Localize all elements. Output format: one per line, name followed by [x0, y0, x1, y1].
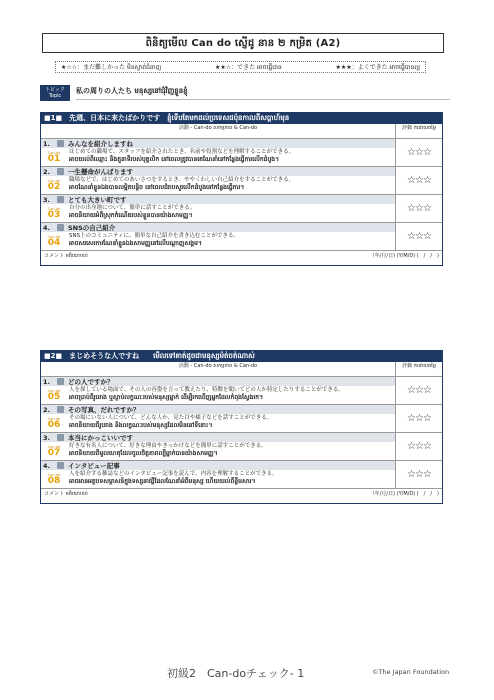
can-do-badge: Can-do 07 — [47, 444, 61, 458]
rating-stars[interactable]: ☆☆☆ — [407, 175, 431, 186]
item-description-jp: 好きな有名人について、好きな理由やきっかけなどを簡単に話すことができる。 — [69, 443, 267, 449]
item-title: インタビュー記事 — [68, 462, 120, 470]
footer-title: 初級2 Can-doチェック- 1 — [167, 667, 305, 680]
item-description-jp: その場にいない人について、どんな人か、見た目や様子などを話すことができる。 — [69, 415, 273, 421]
cando-item-03: 3. とても大きい町です Can-do 03 自分の出身地について、簡単に話すことができる。 អាចនិយាយអំពីស្រុកកំណើតរបស់ខ្លួនបានយ៉ាងសាមញ្ញ។ ☆☆☆ — [41, 195, 442, 223]
item-description-jp: 人を紹介する雑誌などのインタビュー記事を読んで、内容を理解することができる。 — [69, 471, 278, 477]
topic-row — [40, 85, 450, 101]
rating-stars[interactable]: ☆☆☆ — [407, 231, 431, 242]
can-do-badge: Can-do 04 — [47, 234, 61, 248]
section-1-header: ■1■ 先週、日本に来たばかりです ខ្ញុំទើបតែមកដល់ប្រទេសជប៉ុនកាលពីសប្តាហ៍មុន — [40, 112, 443, 124]
comment-label: コメント មតិយោបល់ — [44, 253, 88, 259]
comment-row[interactable] — [41, 251, 442, 265]
item-description-km: អាចនិយាយពីរូបរាង និងលក្ខណៈរបស់មនុស្សដែលមិននៅទីនោះ។ — [69, 422, 213, 429]
item-description-jp: 人を探している場面で、その人の容姿を言って教えたり、特徴を聞いてどの人か特定したりすることができる。 — [69, 387, 344, 393]
item-description-km: អាចនិយាយអំពីស្រុកកំណើតរបស់ខ្លួនបានយ៉ាងសាមញ្ញ។ — [69, 212, 193, 219]
computer-icon — [57, 224, 64, 231]
rating-legend — [55, 61, 426, 73]
legend-one-star: ★☆☆：まだ難しかった មិនស្ទាត់ជំនាញ — [61, 64, 162, 71]
item-title: SNSの自己紹介 — [68, 224, 116, 232]
rating-stars[interactable]: ☆☆☆ — [407, 385, 431, 396]
item-description-km: អាចប្រាប់ពីរូបរាង ឬស្តាប់លក្ខណៈរបស់មនុស្សម្នាក់ ដើម្បីរកឃើញអ្នកដែលកំពុងស្វែងរក។ — [69, 394, 264, 401]
footer-copyright: ©The Japan Foundation — [372, 668, 450, 676]
rating-stars[interactable]: ☆☆☆ — [407, 441, 431, 452]
rating-stars[interactable]: ☆☆☆ — [407, 203, 431, 214]
date-field[interactable]: （年/月/日) (Y/M/D) ( / / ) — [369, 253, 439, 259]
rating-stars[interactable]: ☆☆☆ — [407, 413, 431, 424]
cando-item-04: 4. SNSの自己紹介 Can-do 04 SNS上のコミュニティに、簡単な自己紹介を書き込むことができる。 អាចសរសេរការណែនាំខ្លួនឯងសាមញ្ញនៅលើបណ្តាញសង្គម។ ☆☆☆ — [41, 223, 442, 251]
item-title: 本当にかっこいいです — [68, 434, 133, 442]
comment-row[interactable] — [41, 489, 442, 503]
person-icon — [57, 406, 64, 413]
section-2 — [40, 350, 443, 504]
cando-item-07: 3. 本当にかっこいいです Can-do 07 好きな有名人について、好きな理由やきっかけなどを簡単に話すことができる。 អាចនិយាយពីមូលហេតុដែលចូលចិត្តតារាល្បីម្នាក់បានយ៉ាងសាមញ្ញ។ ☆☆☆ — [41, 433, 442, 461]
legend-two-star: ★★☆：できた អាចធ្វើបាន — [215, 64, 282, 71]
cando-item-05: 1. どの人ですか？ Can-do 05 人を探している場面で、その人の容姿を言って教えたり、特徴を聞いてどの人か特定したりすることができる。 អាចប្រាប់ពីរូបរាង ឬស្តាប់លក្ខណៈរបស់មនុស្សម្នាក់ ដើម្បីរកឃើញអ្នកដែលកំពុងស្វែងរក។ ☆☆☆ — [41, 377, 442, 405]
comment-label: コメント មតិយោបល់ — [44, 491, 88, 497]
item-description-km: អាចនិយាយពីមូលហេតុដែលចូលចិត្តតារាល្បីម្នាក់បានយ៉ាងសាមញ្ញ។ — [69, 450, 218, 457]
item-title: みんなを紹介しますね — [68, 140, 133, 148]
item-title: その写真、だれですか？ — [68, 406, 140, 414]
topic-badge: トピック Topic — [40, 85, 70, 101]
can-do-badge: Can-do 05 — [47, 388, 61, 402]
can-do-badge: Can-do 08 — [47, 472, 61, 486]
can-do-badge: Can-do 03 — [47, 206, 61, 220]
item-description-km: អាចសរសេរការណែនាំខ្លួនឯងសាមញ្ញនៅលើបណ្តាញសង្គម។ — [69, 240, 202, 247]
item-title: 一生懸命がんばります — [68, 168, 133, 176]
cando-item-02: 2. 一生懸命がんばります Can-do 02 職場などで、はじめてのあいさつをするとき、ややくわしい自己紹介をすることができる。 អាចណែនាំខ្លួនឯងបានលម្អិតបន្តិច នៅពេលជំរាបសួរលើកដំបូងនៅកន្លែងធ្វើការ។ ☆☆☆ — [41, 167, 442, 195]
item-description-jp: 職場などで、はじめてのあいさつをするとき、ややくわしい自己紹介をすることができる。 — [69, 177, 295, 183]
cando-item-06: 2. その写真、だれですか？ Can-do 06 その場にいない人について、どんな人か、見た目や様子などを話すことができる。 អាចនិយាយពីរូបរាង និងលក្ខណៈរបស់មនុស្សដែលមិននៅទីនោះ។ ☆☆☆ — [41, 405, 442, 433]
person-icon — [57, 140, 64, 147]
section-2-column-header: 活動 - Can-do សកម្មភាព & Can-do 評価 ការវាយតម្លៃ — [41, 362, 442, 377]
item-description-km: អាចយល់ពីឈ្មោះ និងតួនាទីរបស់បុគ្គលិក នៅពេលត្រូវបានគេណែនាំនៅកន្លែងធ្វើការលើកដំបូង។ — [69, 156, 280, 163]
person-icon — [57, 378, 64, 385]
cando-item-08: 4. インタビュー記事 Can-do 08 人を紹介する雑誌などのインタビュー記事を読んで、内容を理解することができる。 អាចអានអត្ថបទសម្ភាសន៍ក្នុងទស្សនាវដ្តីដែលណែនាំអំពីមនុស្ស ហើយយល់ពីខ្លឹមសារ។ ☆☆☆ — [41, 461, 442, 489]
item-description-km: អាចណែនាំខ្លួនឯងបានលម្អិតបន្តិច នៅពេលជំរាបសួរលើកដំបូងនៅកន្លែងធ្វើការ។ — [69, 184, 245, 191]
person-icon — [57, 196, 64, 203]
rating-stars[interactable]: ☆☆☆ — [407, 147, 431, 158]
document-icon — [57, 462, 64, 469]
date-field[interactable]: （年/月/日) (Y/M/D) ( / / ) — [369, 491, 439, 497]
section-1 — [40, 112, 443, 266]
topic-title: 私の周りの人たち មនុស្សនៅជុំវិញខ្លួនខ្ញុំ — [76, 86, 450, 100]
item-description-km: អាចអានអត្ថបទសម្ភាសន៍ក្នុងទស្សនាវដ្តីដែលណែនាំអំពីមនុស្ស ហើយយល់ពីខ្លឹមសារ។ — [69, 478, 256, 485]
section-1-column-header: 活動 - Can-do សកម្មភាព & Can-do 評価 ការវាយតម្លៃ — [41, 124, 442, 139]
can-do-badge: Can-do 02 — [47, 178, 61, 192]
item-description-jp: 自分の出身地について、簡単に話すことができる。 — [69, 205, 196, 211]
item-title: どの人ですか？ — [68, 378, 114, 386]
page-title: ពិនិត្យមើល Can do ស្ញើដូ នាន ២ កម្រិត (A2) — [42, 33, 444, 53]
item-description-jp: はじめての職場で、スタッフを紹介されたとき、名前や役割などを理解することができる。 — [69, 149, 295, 155]
person-icon — [57, 168, 64, 175]
rating-stars[interactable]: ☆☆☆ — [407, 469, 431, 480]
person-icon — [57, 434, 64, 441]
section-2-header: ■2■ まじめそうな人ですね មើលទៅគាត់ដូចជាមនុស្សម៉ត់ចត់ណាស់ — [40, 350, 443, 362]
cando-item-01: 1. みんなを紹介しますね Can-do 01 はじめての職場で、スタッフを紹介されたとき、名前や役割などを理解することができる。 អាចយល់ពីឈ្មោះ និងតួនាទីរបស់បុគ្គលិក នៅពេលត្រូវបានគេណែនាំនៅកន្លែងធ្វើការលើកដំបូង។ ☆☆☆ — [41, 139, 442, 167]
can-do-badge: Can-do 06 — [47, 416, 61, 430]
item-title: とても大きい町です — [68, 196, 127, 204]
can-do-badge: Can-do 01 — [47, 150, 61, 164]
item-description-jp: SNS上のコミュニティに、簡単な自己紹介を書き込むことができる。 — [69, 233, 240, 239]
legend-three-star: ★★★：よくできた អាចធ្វើបានល្អ — [335, 64, 420, 71]
